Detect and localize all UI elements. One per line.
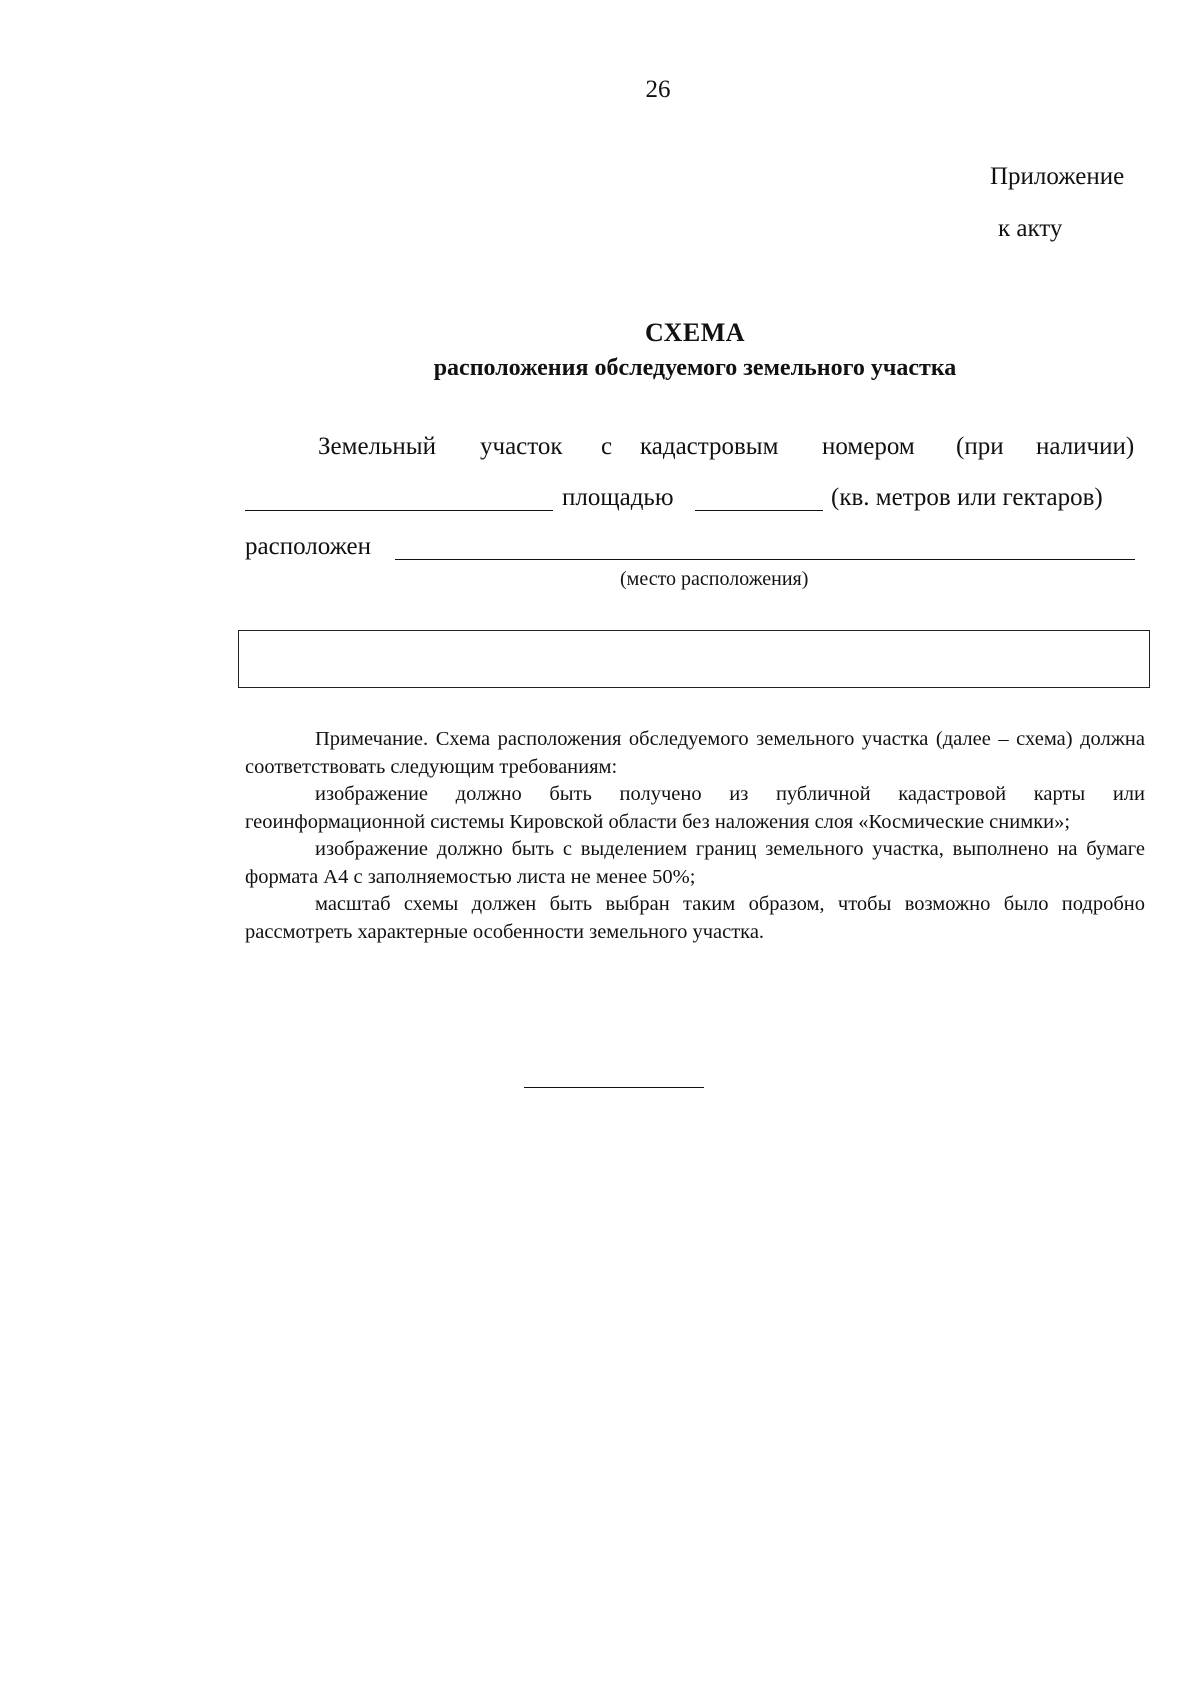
location-label: расположен <box>245 533 372 560</box>
location-line <box>245 533 1135 565</box>
appendix-label: Приложение <box>990 163 1125 190</box>
appendix-reference: к акту <box>998 215 1063 242</box>
area-label: площадью <box>562 484 674 511</box>
location-caption: (место расположения) <box>620 568 809 590</box>
line1-word: с <box>601 433 613 460</box>
area-field[interactable] <box>695 510 823 511</box>
cadastral-number-field[interactable] <box>245 510 553 511</box>
document-subtitle: расположения обследуемого земельного участка <box>433 355 957 381</box>
line1-word: участок <box>480 433 563 460</box>
note-paragraph: изображение должно быть с выделением границ земельного участка, выполнено на бумаге формата А4 с заполняемостью листа не менее 50%; <box>245 838 1145 888</box>
location-field[interactable] <box>395 559 1135 560</box>
page-number: 26 <box>645 76 671 103</box>
note-block <box>245 726 1145 946</box>
note-paragraph: изображение должно быть получено из публичной кадастровой карты или геоинформационной системы Кировской области без наложения слоя «Космические снимки»; <box>245 783 1145 833</box>
note-paragraph: Примечание. Схема расположения обследуемого земельного участка (далее – схема) должна соответствовать следующим требованиям: <box>245 728 1145 778</box>
note-paragraph: масштаб схемы должен быть выбран таким образом, чтобы возможно было подробно рассмотреть характерные особенности земельного участка. <box>245 893 1145 943</box>
line1-word: номером <box>822 433 915 460</box>
closing-rule <box>524 1087 704 1088</box>
units-label: (кв. метров или гектаров) <box>831 484 1103 511</box>
line1-word: кадастровым <box>640 433 779 460</box>
area-line <box>245 484 1135 516</box>
line1-word: (при <box>956 433 1004 460</box>
document-title: СХЕМА <box>644 318 746 347</box>
line1-word: Земельный <box>318 433 436 460</box>
line1-word: наличии) <box>1036 433 1135 460</box>
scheme-frame <box>238 630 1150 688</box>
